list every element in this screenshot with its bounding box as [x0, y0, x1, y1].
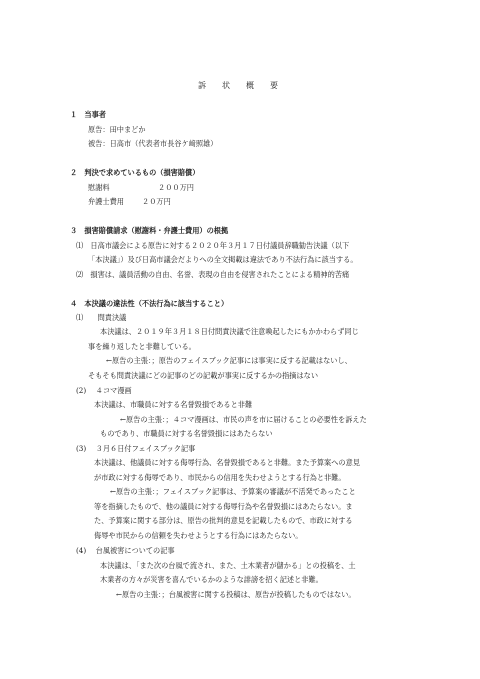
subsection-4-line-3: ←原告の主張：；台風被害に関する投稿は、原告が投稿したものではない。: [116, 590, 356, 599]
section-3-point-2: ⑵ 損害は、議員活動の自由、名誉、表現の自由を侵害されたことによる精神的苦痛: [76, 270, 350, 279]
section-1-heading: １ 当事者: [70, 110, 106, 119]
subsection-2-line-1: 本決議は、市職員に対する名誉毀損であると非難: [94, 400, 253, 409]
document-title: 訴 状 概 要: [198, 81, 282, 90]
subsection-3-line-3: ←原告の主張：；フェイスブック記事は、予算案の審議が不活発であったこと: [110, 487, 356, 496]
subsection-4-label: (4) 台風被害についての記事: [76, 546, 175, 555]
subsection-1-line-3: ←原告の主張：；原告のフェイスブック記事には事実に反する記載はないし、: [106, 356, 352, 365]
subsection-4-line-1: 本決議は、「また次の台風で流され、また、土木業者が儲かる」との投稿を、土: [100, 561, 356, 570]
subsection-1-label: ⑴ 問責決議: [76, 313, 127, 322]
section-3-heading: ３ 損害賠償請求（慰謝料・弁護士費用）の根拠: [70, 226, 229, 235]
subsection-3-line-2: が市政に対する侮辱であり、市民からの信用を失わせようとする行為と非難。: [94, 473, 346, 482]
subsection-1-line-1: 本決議は、２０１９年３月１８日付問責決議で注意喚起したにもかかわらず同じ: [100, 327, 359, 336]
damages-item-2-value: ２０万円: [142, 197, 171, 206]
subsection-3-label: (3) ３月６日付フェイスブック記事: [76, 444, 196, 453]
subsection-3-line-6: 侮辱や市民からの信頼を失わせようとする行為にはあたらない。: [94, 531, 303, 540]
damages-item-1-value: ２００万円: [158, 183, 194, 192]
subsection-1-line-2: 事を繰り返したと非難している。: [88, 342, 196, 351]
section-3-point-1-line-2: 「本決議」）及び日高市議会だよりへの全文掲載は違法であり不法行為に該当する。: [88, 255, 358, 264]
plaintiff-line: 原告：田中まどか: [88, 125, 146, 134]
section-2-heading: ２ 判決で求めているもの（損害賠償）: [70, 168, 200, 177]
subsection-2-line-3: ものであり、市職員に対する名誉毀損にはあたらない: [100, 429, 273, 438]
damages-item-2-label: 弁護士費用: [88, 197, 124, 206]
subsection-1-line-4: そもそも問責決議にどの記事のどの記載が事実に反するかの指摘はない: [88, 371, 319, 380]
section-3-point-1-line-1: ⑴ 日高市議会による原告に対する２０２０年３月１７日付議員辞職勧告決議（以下: [76, 241, 350, 250]
damages-item-1-label: 慰謝料: [88, 183, 110, 192]
subsection-3-line-1: 本決議は、他議員に対する侮辱行為、名誉毀損であると非難。また予算案への意見: [94, 458, 360, 467]
subsection-2-label: (2) ４コマ漫画: [76, 386, 132, 395]
defendant-line: 被告：日高市（代表者市長谷ケ﨑照雄）: [88, 139, 218, 148]
section-4-heading: ４ 本決議の違法性（不法行為に該当すること）: [70, 299, 229, 308]
subsection-2-line-2: ←原告の主張：；４コマ漫画は、市民の声を市に届けることの必要性を訴えた: [120, 415, 367, 424]
subsection-4-line-2: 木業者の方々が災害を喜んでいるかのような誹謗を招く記述と非難。: [100, 575, 323, 584]
subsection-3-line-4: 等を指摘したもので、他の議員に対する侮辱行為や名誉毀損にはあたらない。ま: [94, 502, 353, 511]
subsection-3-line-5: た、予算案に関する部分は、原告の批判的意見を記載したもので、市政に対する: [94, 516, 353, 525]
